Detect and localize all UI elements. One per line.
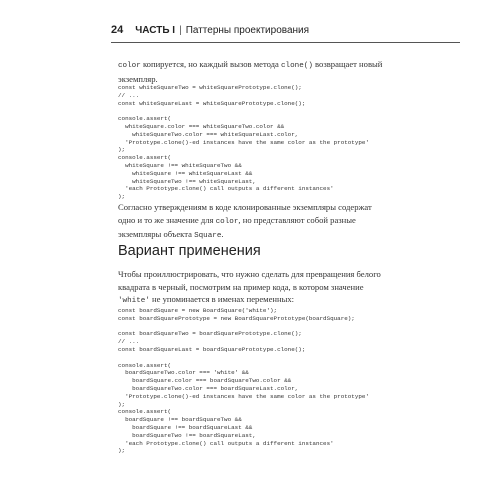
header-separator: | (179, 25, 182, 36)
code-block-board-square: const boardSquare = new BoardSquare('white'); const boardSquarePrototype = new BoardSquarePrototype(boardSquare); const boardSquareTwo = boardSquarePrototype.clone(); // ... const boardSquareLast = boardSquarePrototype.clone(); console.assert( boardSquareTwo.color === 'white' && boardSquare.color === boardSquareTwo.color && boardSquareTwo.color === boardSquareLast.color, 'Prototype.clone()-ed instances have the same color as the prototype' ); console.assert( boardSquare !== boardSquareTwo && boardSquare !== boardSquareLast && boardSquareTwo !== boardSquareLast, 'each Prototype.clone() call outputs a different instances' ); (118, 307, 369, 455)
header-rule (111, 42, 460, 43)
paragraph-assertions-text-b: , но представляют собой разные экземпляры объекта (118, 214, 356, 240)
inline-code-square: Square (194, 232, 222, 241)
paragraph-usage (118, 268, 390, 308)
paragraph-intro (118, 58, 390, 85)
page-number: 24 (111, 24, 124, 36)
section-title: Паттерны проектирования (185, 25, 310, 36)
inline-code-white: 'white' (118, 297, 150, 306)
page-header (111, 24, 460, 40)
paragraph-usage-text-b: не упоминается в именах переменных: (149, 294, 295, 305)
inline-code-color-2: color (215, 217, 239, 226)
inline-code-clone: clone() (280, 62, 313, 70)
paragraph-assertions-text-c: . (221, 229, 224, 240)
code-block-clone-assert: const whiteSquareTwo = whiteSquarePrototype.clone(); // ... const whiteSquareLast = whiteSquarePrototype.clone(); console.assert( whiteSquare.color === whiteSquareTwo.color && whiteSquareTwo.color === whiteSquareLast.color, 'Prototype.clone()-ed instances have the same color as the prototype' ); console.assert( whiteSquare !== whiteSquareTwo && whiteSquare !== whiteSquareLast && whiteSquareTwo !== whiteSquareLast, 'each Prototype.clone() call outputs a different instances' ); (118, 84, 369, 201)
paragraph-intro-text-a: копируется, но каждый вызов метода (140, 59, 281, 69)
paragraph-assertions (118, 201, 390, 243)
paragraph-usage-text-a: Чтобы проиллюстрировать, что нужно сделать для превращения белого квадрата в черный, посмотрим на пример кода, в котором значение (118, 269, 381, 292)
chapter-label: ЧАСТЬ I (135, 25, 176, 36)
inline-code-color: color (118, 62, 141, 70)
paragraph-assertions-text-a: Согласно утверждениям в коде клонированные экземпляры содержат одно и то же значение для (118, 202, 372, 225)
section-heading: Вариант применения (118, 243, 261, 259)
paragraph-intro-text-b: возвращает новый экземпляр. (118, 59, 383, 84)
